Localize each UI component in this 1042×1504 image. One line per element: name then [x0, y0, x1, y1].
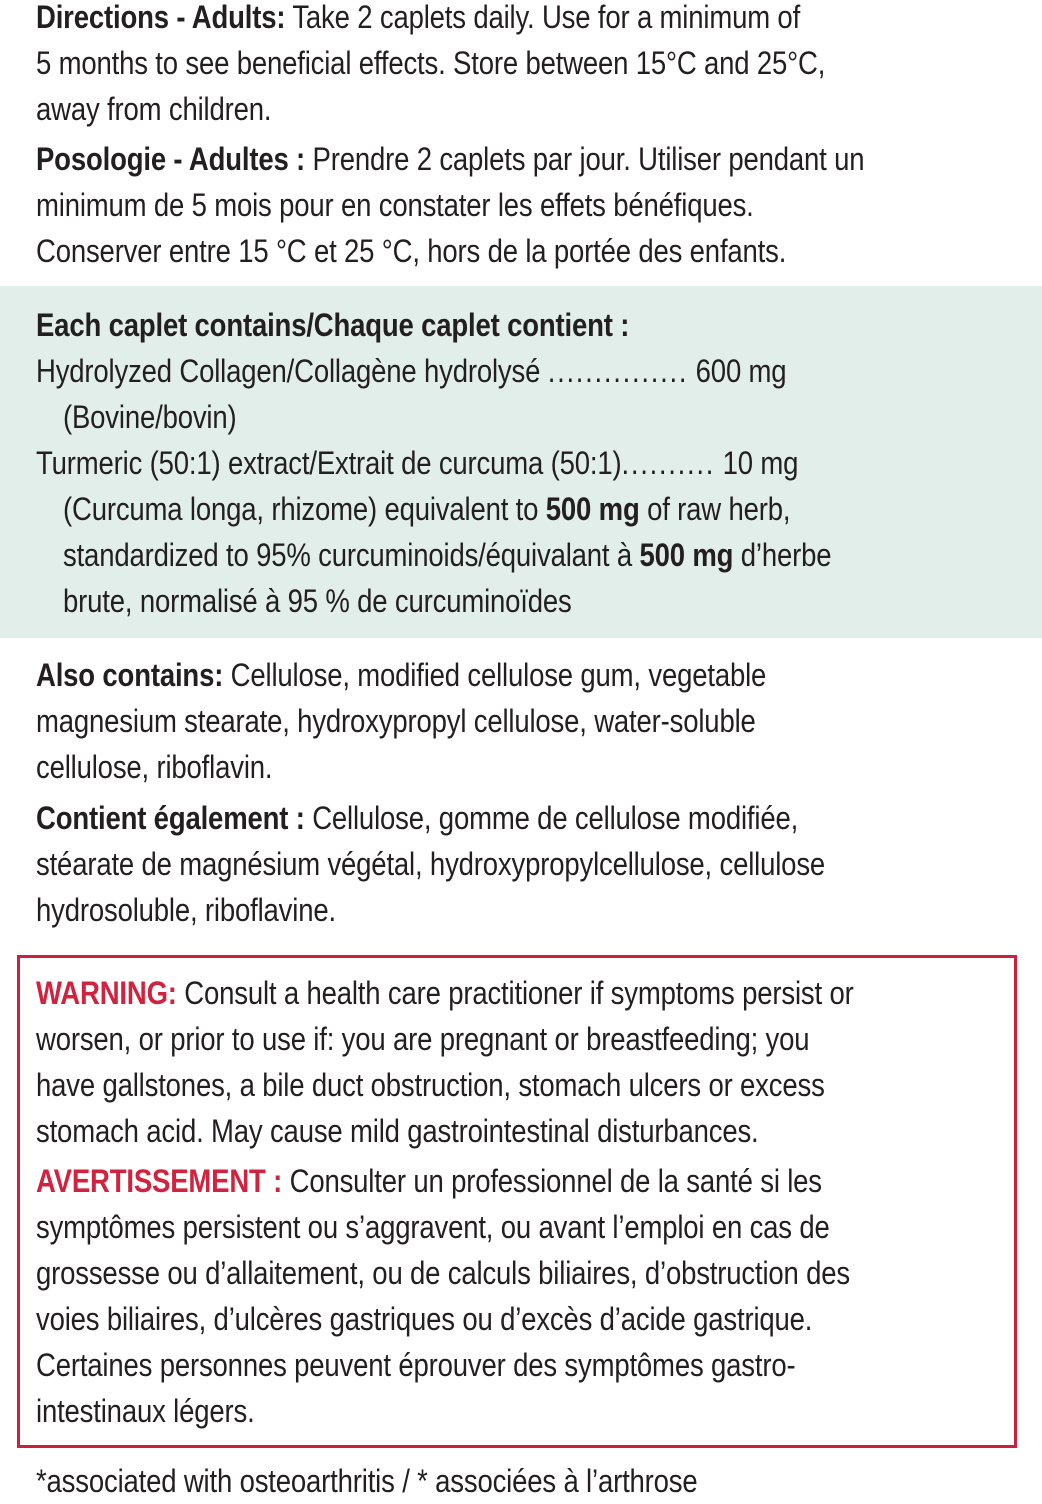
directions-en-line-2: 5 months to see beneficial effects. Store between 15°C and 25°C,	[36, 45, 826, 81]
collagen-amount: 600 mg	[688, 353, 787, 389]
turmeric-amount: 10 mg	[715, 445, 799, 481]
turmeric-detail-line-2: standardized to 95% curcuminoids/équivalant à 500 mg d’herbe	[63, 537, 832, 573]
warning-en-line-1: WARNING: Consult a health care practitioner if symptoms persist or	[36, 975, 854, 1011]
also-contains-en-line-1: Also contains: Cellulose, modified cellulose gum, vegetable	[36, 657, 767, 693]
warning-en-label: WARNING:	[36, 975, 177, 1011]
warning-fr-line-4: voies biliaires, d’ulcères gastriques ou d’excès d’acide gastrique.	[36, 1301, 813, 1337]
turmeric-detail-line-1: (Curcuma longa, rhizome) equivalent to 500 mg of raw herb,	[63, 491, 791, 527]
directions-fr-label: Posologie - Adultes :	[36, 141, 306, 177]
warning-fr-line-2: symptômes persistent ou s’aggravent, ou avant l’emploi en cas de	[36, 1209, 830, 1245]
footnote: *associated with osteoarthritis / * associées à l’arthrose	[36, 1463, 698, 1499]
ingredients-heading: Each caplet contains/Chaque caplet contient :	[36, 307, 630, 343]
also-contains-fr-label: Contient également :	[36, 800, 305, 836]
also-contains-fr-line-2: stéarate de magnésium végétal, hydroxypropylcellulose, cellulose	[36, 846, 826, 882]
collagen-source: (Bovine/bovin)	[63, 399, 237, 435]
warning-fr-line-3: grossesse ou d’allaitement, ou de calculs biliaires, d’obstruction des	[36, 1255, 851, 1291]
also-contains-fr-line-1: Contient également : Cellulose, gomme de cellulose modifiée,	[36, 800, 799, 836]
also-contains-fr-line-3: hydrosoluble, riboflavine.	[36, 892, 336, 928]
also-contains-en-line-3: cellulose, riboflavin.	[36, 749, 273, 785]
warning-fr-line-5: Certaines personnes peuvent éprouver des symptômes gastro-	[36, 1347, 796, 1383]
warning-fr-label: AVERTISSEMENT :	[36, 1163, 283, 1199]
warning-en-line-2: worsen, or prior to use if: you are pregnant or breastfeeding; you	[36, 1021, 810, 1057]
also-contains-en-line-2: magnesium stearate, hydroxypropyl cellulose, water-soluble	[36, 703, 756, 739]
warning-fr-line-1: AVERTISSEMENT : Consulter un professionnel de la santé si les	[36, 1163, 822, 1199]
directions-en-line-1: Directions - Adults: Take 2 caplets daily. Use for a minimum of	[36, 0, 801, 35]
ingredient-row-turmeric: Turmeric (50:1) extract/Extrait de curcuma (50:1).......... 10 mg	[36, 445, 799, 481]
directions-fr-line-1: Posologie - Adultes : Prendre 2 caplets par jour. Utiliser pendant un	[36, 141, 865, 177]
directions-en-label: Directions - Adults:	[36, 0, 286, 35]
warning-en-line-3: have gallstones, a bile duct obstruction, stomach ulcers or excess	[36, 1067, 825, 1103]
ingredient-row-collagen: Hydrolyzed Collagen/Collagène hydrolysé ............... 600 mg	[36, 353, 787, 389]
also-contains-en-label: Also contains:	[36, 657, 224, 693]
directions-en-line-3: away from children.	[36, 91, 272, 127]
turmeric-detail-line-3: brute, normalisé à 95 % de curcuminoïdes	[63, 583, 572, 619]
directions-fr-line-3: Conserver entre 15 °C et 25 °C, hors de la portée des enfants.	[36, 233, 787, 269]
warning-fr-line-6: intestinaux légers.	[36, 1393, 255, 1429]
directions-fr-line-2: minimum de 5 mois pour en constater les effets bénéfiques.	[36, 187, 754, 223]
warning-en-line-4: stomach acid. May cause mild gastrointestinal disturbances.	[36, 1113, 759, 1149]
